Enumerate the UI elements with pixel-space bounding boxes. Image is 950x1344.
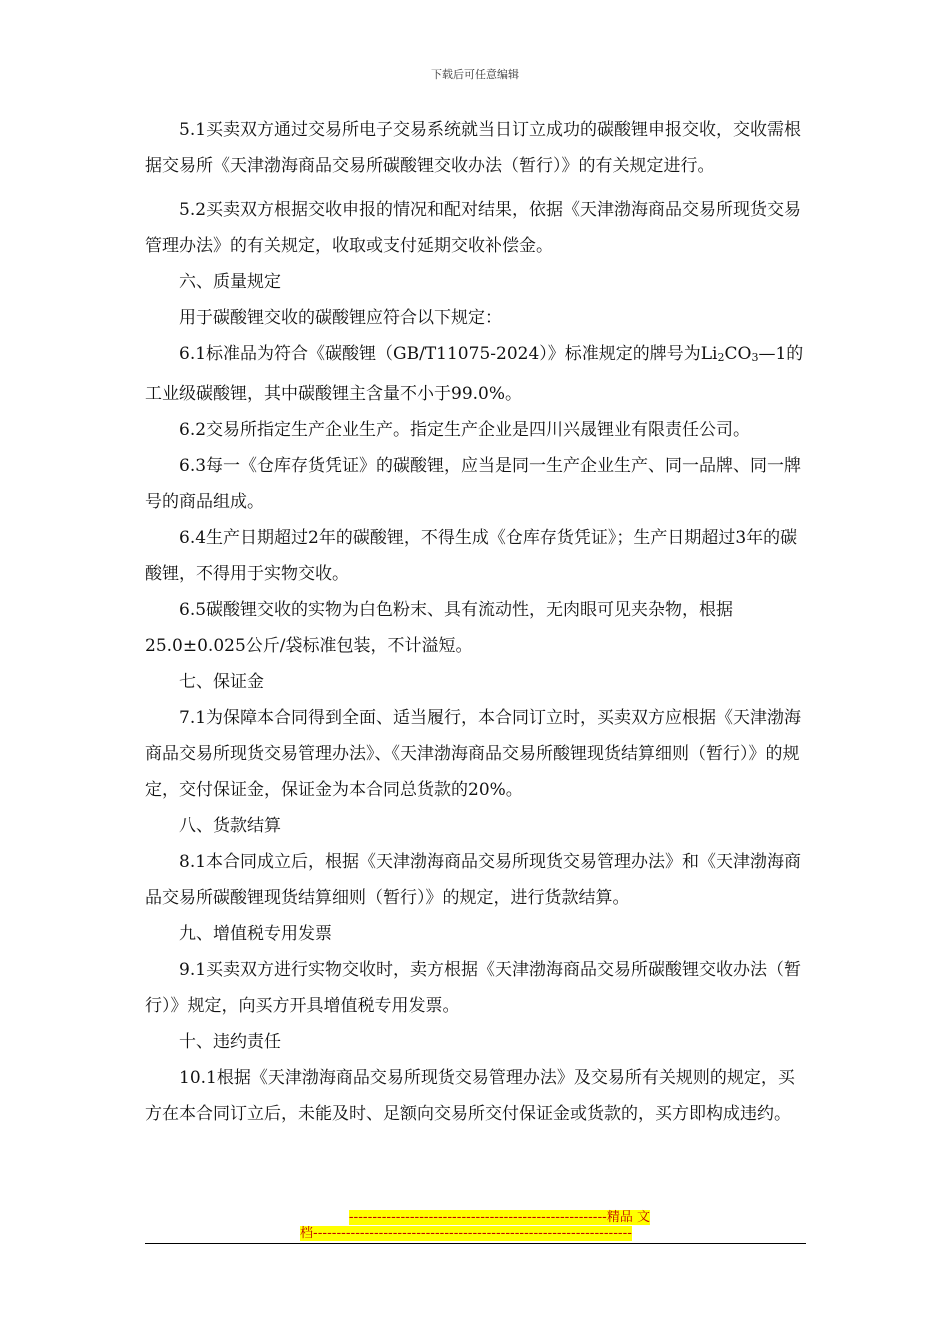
- paragraph-quality-intro: 用于碳酸锂交收的碳酸锂应符合以下规定：: [179, 308, 502, 328]
- footer-line-1: -------------------------------------------------------精品 文: [348, 1210, 650, 1225]
- heading-settlement: 八、货款结算: [179, 816, 281, 836]
- footer-line-2: 档--------------------------------------------------------------------: [300, 1226, 632, 1241]
- paragraph-9-1: 9.1买卖双方进行实物交收时，卖方根据《天津渤海商品交易所碳酸锂交收办法（暂行）》规定，向买方开具增值税专用发票。: [145, 960, 802, 1016]
- paragraph-6-1: [145, 336, 810, 412]
- paragraph-6-3: 6.3每一《仓库存货凭证》的碳酸锂，应当是同一生产企业生产、同一品牌、同一牌号的商品组成。: [145, 456, 802, 512]
- para-61-sub2: 3: [751, 351, 759, 364]
- paragraph-5-2: 5.2买卖双方根据交收申报的情况和配对结果，依据《天津渤海商品交易所现货交易管理办法》的有关规定，收取或支付延期交收补偿金。: [145, 200, 802, 256]
- heading-quality: 六、质量规定: [179, 272, 281, 292]
- heading-vat-invoice: 九、增值税专用发票: [179, 924, 332, 944]
- para-61-sub: 2: [717, 351, 725, 364]
- paragraph-6-4: 6.4生产日期超过2年的碳酸锂，不得生成《仓库存货凭证》；生产日期超过3年的碳酸锂，不得用于实物交收。: [145, 528, 798, 584]
- para-61-mid: CO: [724, 344, 752, 364]
- paragraph-7-1: 7.1为保障本合同得到全面、适当履行，本合同订立时，买卖双方应根据《天津渤海商品交易所现货交易管理办法》、《天津渤海商品交易所酸锂现货结算细则（暂行）》的规定，交付保证金，保证金为本合同总货款的20%。: [145, 708, 802, 800]
- paragraph-8-1: 8.1本合同成立后，根据《天津渤海商品交易所现货交易管理办法》和《天津渤海商品交易所碳酸锂现货结算细则（暂行）》的规定，进行货款结算。: [145, 852, 802, 908]
- page-header: 下载后可任意编辑: [431, 68, 519, 81]
- paragraph-10-1: 10.1根据《天津渤海商品交易所现货交易管理办法》及交易所有关规则的规定，买方在本合同订立后，未能及时、足额向交易所交付保证金或货款的，买方即构成违约。: [145, 1068, 795, 1124]
- heading-liability: 十、违约责任: [179, 1032, 281, 1052]
- paragraph-6-5: 6.5碳酸锂交收的实物为白色粉末、具有流动性，无肉眼可见夹杂物，根据25.0±0.025公斤/袋标准包装，不计溢短。: [145, 600, 734, 656]
- document-body: [145, 112, 810, 1132]
- heading-deposit: 七、保证金: [179, 672, 264, 692]
- footer-divider: [145, 1243, 806, 1244]
- para-61-after: —1的工业级碳酸锂，其中碳酸锂主含量不小于99.0%。: [145, 344, 804, 404]
- paragraph-6-2: 6.2交易所指定生产企业生产。指定生产企业是四川兴晟锂业有限责任公司。: [179, 420, 751, 440]
- para-61-before: 6.1标准品为符合《碳酸锂（GB/T11075-2024）》标准规定的牌号为Li: [179, 344, 718, 364]
- footer-watermark: [300, 1210, 650, 1242]
- paragraph-5-1: 5.1买卖双方通过交易所电子交易系统就当日订立成功的碳酸锂申报交收，交收需根据交易所《天津渤海商品交易所碳酸锂交收办法（暂行）》的有关规定进行。: [145, 120, 802, 176]
